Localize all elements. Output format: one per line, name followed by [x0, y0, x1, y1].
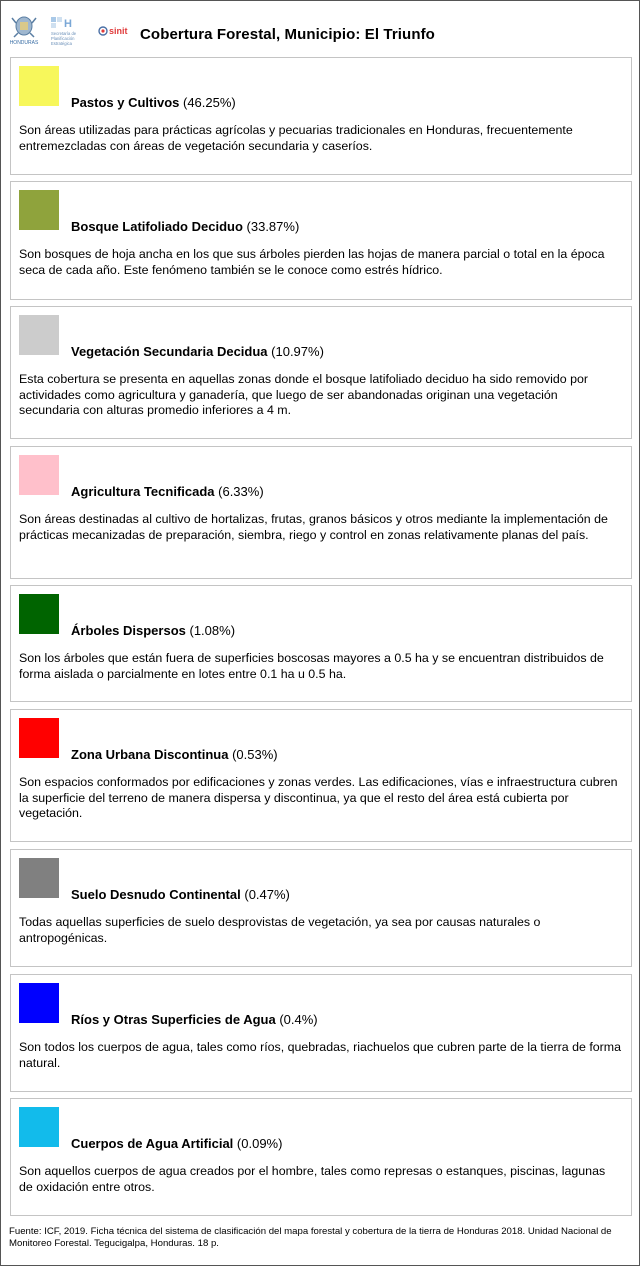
cover-percent: (1.08%) — [189, 623, 236, 638]
sinit-text: sinit — [109, 26, 128, 36]
card-title — [71, 219, 299, 234]
cover-name: Bosque Latifoliado Deciduo — [71, 219, 243, 234]
land-cover-card — [10, 974, 632, 1092]
sp-caption-3: Estratégica — [51, 41, 72, 46]
cover-description: Son espacios conformados por edificaciones y zonas verdes. Las edificaciones, vías e infraestructura cubren la superficie del terreno de manera dispersa y discontinua, ya que el resto del área está cubierta por vegetación. — [19, 775, 618, 820]
card-title — [71, 484, 264, 499]
cover-name: Zona Urbana Discontinua — [71, 747, 229, 762]
svg-text:H: H — [64, 18, 72, 30]
land-cover-card — [10, 585, 632, 702]
color-swatch — [19, 594, 59, 634]
card-title — [71, 1012, 318, 1027]
color-swatch — [19, 66, 59, 106]
land-cover-card — [10, 446, 632, 579]
page-title: Cobertura Forestal, Municipio: El Triunfo — [140, 26, 435, 43]
color-swatch — [19, 315, 59, 355]
color-swatch — [19, 858, 59, 898]
cover-percent: (0.4%) — [279, 1012, 318, 1027]
cover-description: Todas aquellas superficies de suelo desprovistas de vegetación, ya sea por causas naturales o antropogénicas. — [19, 915, 541, 945]
cover-name: Vegetación Secundaria Decidua — [71, 344, 268, 359]
color-swatch — [19, 190, 59, 230]
cover-name: Agricultura Tecnificada — [71, 484, 215, 499]
cover-percent: (33.87%) — [246, 219, 300, 234]
land-cover-card — [10, 709, 632, 842]
cover-name: Cuerpos de Agua Artificial — [71, 1136, 234, 1151]
header — [1, 1, 639, 55]
land-cover-card — [10, 849, 632, 967]
sp-caption-1: Secretaría de — [51, 31, 77, 36]
cover-percent: (6.33%) — [218, 484, 264, 499]
card-title — [71, 747, 278, 762]
color-swatch — [19, 455, 59, 495]
land-cover-card — [10, 306, 632, 439]
cover-percent: (0.09%) — [236, 1136, 283, 1151]
cover-percent: (0.47%) — [244, 887, 290, 902]
cover-description: Son todos los cuerpos de agua, tales como ríos, quebradas, riachuelos que cubren parte de la tierra de forma natural. — [19, 1040, 621, 1070]
cover-description: Son los árboles que están fuera de superficies boscosas mayores a 0.5 ha y se encuentran distribuidos de forma aislada o parcialmente en lotes entre 0.1 ha u 0.5 ha. — [19, 651, 604, 681]
land-cover-card — [10, 1098, 632, 1216]
sinit-logo — [97, 23, 135, 39]
card-title — [71, 1136, 282, 1151]
cover-percent: (10.97%) — [271, 344, 324, 359]
color-swatch — [19, 983, 59, 1023]
land-cover-card — [10, 57, 632, 175]
cover-description: Son aquellos cuerpos de agua creados por el hombre, tales como represas o estanques, piscinas, lagunas de oxidación entre otros. — [19, 1164, 606, 1194]
color-swatch — [19, 718, 59, 758]
cover-percent: (0.53%) — [232, 747, 278, 762]
cover-name: Pastos y Cultivos — [71, 95, 180, 110]
cover-description: Son áreas utilizadas para prácticas agrícolas y pecuarias tradicionales en Honduras, frecuentemente entremezcladas con áreas de vegetación secundaria y caseríos. — [19, 123, 573, 153]
land-cover-card — [10, 181, 632, 300]
color-swatch — [19, 1107, 59, 1147]
sp-caption-2: Planificación — [51, 36, 75, 41]
logos — [7, 15, 135, 47]
cover-name: Suelo Desnudo Continental — [71, 887, 241, 902]
cover-description: Son bosques de hoja ancha en los que sus árboles pierden las hojas de manera parcial o total en la época seca de cada año. Este fenómeno también se le conoce como estrés hídrico. — [19, 247, 605, 277]
cover-description: Esta cobertura se presenta en aquellas zonas donde el bosque latifoliado deciduo ha sido removido por actividades como agricultura y ganadería, que luego de ser abandonadas originan una vegetación secundaria con alturas promedio inferiores a 4 m. — [19, 372, 588, 417]
card-title — [71, 95, 236, 110]
honduras-caption: HONDURAS — [9, 40, 39, 46]
card-title — [71, 344, 324, 359]
cover-description: Son áreas destinadas al cultivo de hortalizas, frutas, granos básicos y otros mediante la implementación de prácticas mecanizadas de preparación, siembra, riego y control en zonas relativamente planas del país. — [19, 512, 608, 542]
card-title — [71, 623, 235, 638]
honduras-seal-logo — [7, 15, 41, 47]
cover-percent: (46.25%) — [183, 95, 236, 110]
card-title — [71, 887, 290, 902]
cover-name: Árboles Dispersos — [71, 623, 186, 638]
cover-name: Ríos y Otras Superficies de Agua — [71, 1012, 276, 1027]
source-footnote: Fuente: ICF, 2019. Ficha técnica del sistema de clasificación del mapa forestal y cobertura de la tierra de Honduras 2018. Unidad Nacional de Monitoreo Forestal. Tegucigalpa, Honduras. 18 p. — [9, 1226, 612, 1249]
planificacion-logo — [49, 15, 93, 47]
